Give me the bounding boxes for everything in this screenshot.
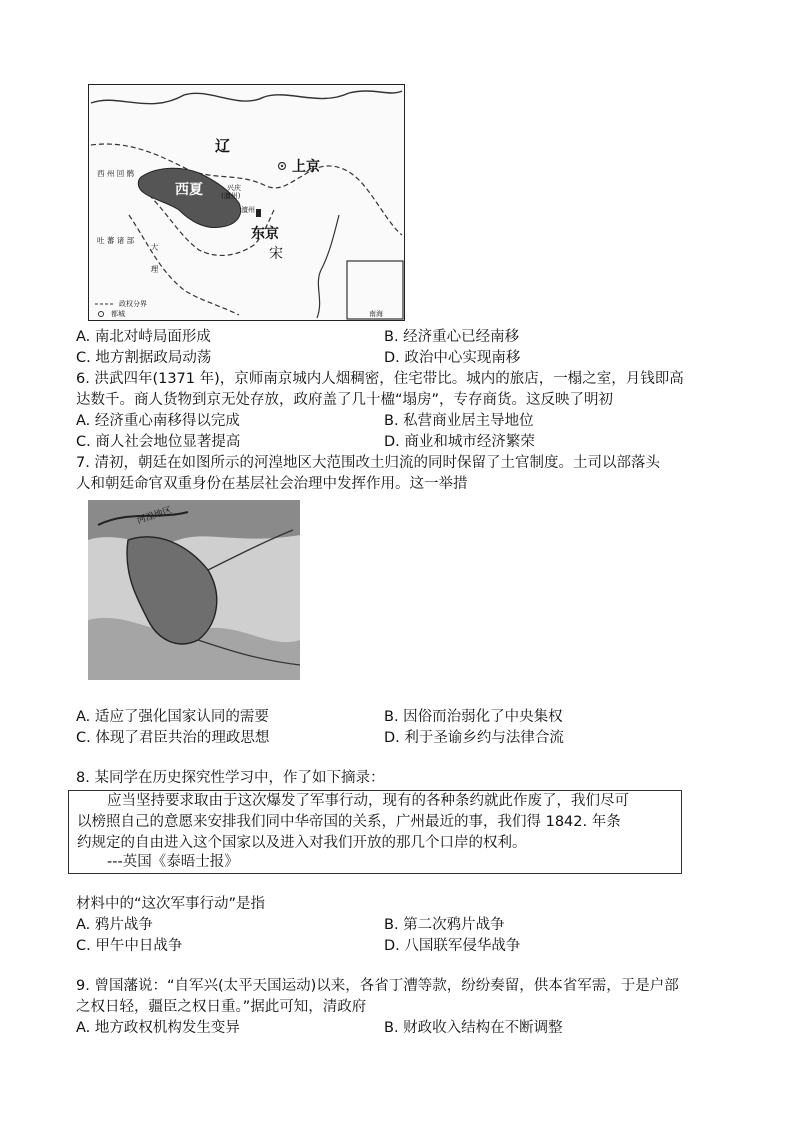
q5-option-d[interactable]: D. 政治中心实现南移 bbox=[384, 350, 521, 366]
q8-quote-line3: 约规定的自由进入这个国家以及进入对我们开放的那几个口岸的权利。 bbox=[77, 835, 527, 851]
q8-quote-source: ---英国《泰晤士报》 bbox=[107, 854, 239, 870]
dali-label: 大 理 bbox=[150, 243, 159, 279]
q6-stem-line2: 达数千。商人货物到京无处存放，政府盖了几十楹“塌房”，专存商货。这反映了明初 bbox=[76, 392, 614, 408]
xixia-label: 西夏 bbox=[175, 182, 203, 198]
tubo-label: 吐 蕃 诸 部 bbox=[97, 236, 135, 245]
q9-option-b[interactable]: B. 财政收入结构在不断调整 bbox=[384, 1020, 563, 1036]
inset-label: 南海 bbox=[369, 310, 383, 318]
liao-label: 辽 bbox=[215, 137, 231, 155]
song-label: 宋 bbox=[269, 246, 283, 262]
q8-quote-line2: 以榜照自己的意愿来安排我们同中华帝国的关系，广州最近的事，我们得 1842. 年条 bbox=[77, 814, 621, 830]
q8-intro: 8. 某同学在历史探究性学习中，作了如下摘录： bbox=[76, 770, 385, 786]
q9-stem-line1: 9. 曾国藩说：“自军兴(太平天国运动)以来，各省丁漕等款，纷纷奏留，供本省军需，于是户部 bbox=[76, 978, 679, 994]
hehuang-map bbox=[88, 500, 300, 680]
xizhou-huihu-label: 西 州 回 鹘 bbox=[97, 169, 135, 178]
chanzhou-label: (澶州) bbox=[221, 192, 241, 200]
xingqing-label: 兴庆 bbox=[227, 184, 241, 192]
q8-option-a[interactable]: A. 鸦片战争 bbox=[76, 917, 153, 933]
q5-option-c[interactable]: C. 地方割据政局动荡 bbox=[76, 350, 212, 366]
q5-option-b[interactable]: B. 经济重心已经南移 bbox=[384, 329, 520, 345]
q7-stem-line1: 7. 清初，朝廷在如图所示的河湟地区大范围改土归流的同时保留了土官制度。土司以部落头 bbox=[76, 455, 660, 471]
shangjing-label: 上京 bbox=[292, 159, 320, 175]
q7-stem-line2: 人和朝廷命官双重身份在基层社会治理中发挥作用。这一举措 bbox=[76, 476, 468, 492]
legend-boundary: 政权分界 bbox=[119, 300, 147, 308]
hehuang-label: 河湟地区 bbox=[135, 505, 174, 527]
legend-capital: 都城 bbox=[111, 310, 125, 318]
q9-stem-line2: 之权日轻，疆臣之权日重。”据此可知，清政府 bbox=[76, 999, 367, 1015]
q8-option-c[interactable]: C. 甲午中日战争 bbox=[76, 938, 183, 954]
q6-option-a[interactable]: A. 经济重心南移得以完成 bbox=[76, 413, 240, 429]
q6-stem-line1: 6. 洪武四年(1371 年)，京师南京城内人烟稠密，住宅带比。城内的旅店，一榻之室，月钱即高 bbox=[76, 371, 684, 387]
q7-option-a[interactable]: A. 适应了强化国家认同的需要 bbox=[76, 709, 269, 725]
q6-option-d[interactable]: D. 商业和城市经济繁荣 bbox=[384, 434, 535, 450]
q6-option-c[interactable]: C. 商人社会地位显著提高 bbox=[76, 434, 241, 450]
q7-option-c[interactable]: C. 体现了君臣共治的理政思想 bbox=[76, 730, 270, 746]
map-outline bbox=[89, 85, 404, 320]
q7-option-d[interactable]: D. 利于圣谕乡约与法律合流 bbox=[384, 730, 564, 746]
chanzhou-city-label: 澶州 bbox=[241, 206, 255, 214]
q9-option-a[interactable]: A. 地方政权机构发生变异 bbox=[76, 1020, 240, 1036]
q7-option-b[interactable]: B. 因俗而治弱化了中央集权 bbox=[384, 709, 563, 725]
dongjing-label: 东京 bbox=[251, 226, 279, 242]
q8-option-d[interactable]: D. 八国联军侵华战争 bbox=[384, 938, 521, 954]
q8-quote-box bbox=[68, 790, 682, 874]
q8-quote-line1: 应当坚持要求取由于这次爆发了军事行动，现有的各种条约就此作废了，我们尽可 bbox=[107, 793, 629, 809]
q8-question: 材料中的“这次军事行动”是指 bbox=[76, 896, 266, 912]
q8-option-b[interactable]: B. 第二次鸦片战争 bbox=[384, 917, 505, 933]
q6-option-b[interactable]: B. 私营商业居主导地位 bbox=[384, 413, 534, 429]
q5-option-a[interactable]: A. 南北对峙局面形成 bbox=[76, 329, 211, 345]
liao-song-map bbox=[88, 84, 405, 321]
